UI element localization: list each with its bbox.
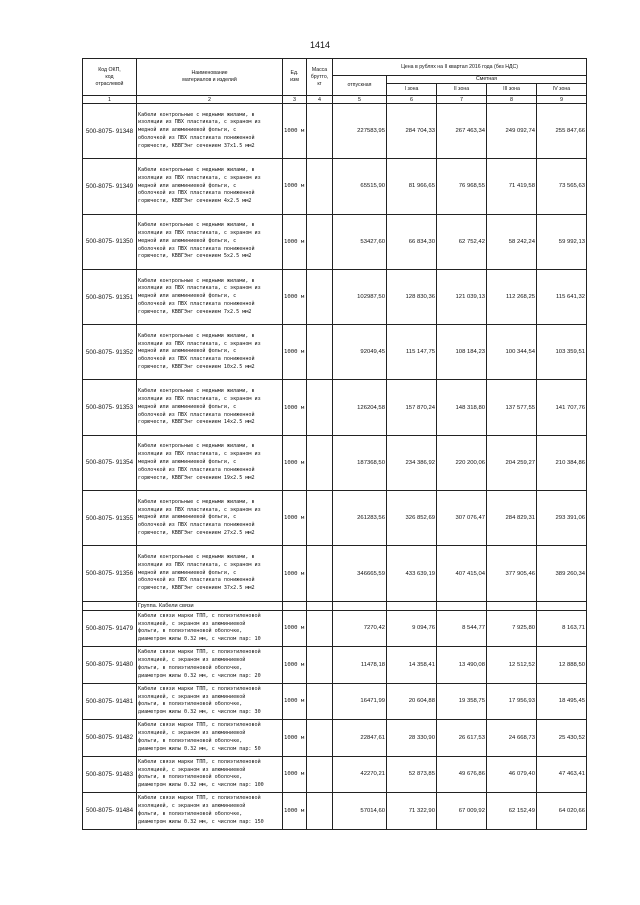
table-row [83,610,587,647]
table-row [83,435,587,490]
zone-1-price: 433 639,19 [387,546,437,601]
table-row [83,647,587,684]
zone-2-price: 220 200,06 [437,435,487,490]
release-price: 187368,50 [333,435,387,490]
item-name: Кабели контрольные с медными жилами, в изоляции из ПВХ пластиката, с экраном из медной или алюминиевой фольги, с оболочкой из ПВХ пластиката пониженной горючести, КВВГЭнг сечением 14х2.5 мм2 [137,380,283,435]
release-price: 126204,58 [333,380,387,435]
release-price: 53427,60 [333,214,387,269]
zone-2-price: 76 968,55 [437,159,487,214]
zone-4-price: 8 163,71 [537,610,587,647]
item-unit: 1000 м [283,720,307,757]
release-price: 65515,90 [333,159,387,214]
table-row [83,269,587,324]
zone-4-price: 25 430,52 [537,720,587,757]
item-mass [307,683,333,720]
zone-4-price: 115 641,32 [537,269,587,324]
release-price: 22847,61 [333,720,387,757]
zone-2-price: 49 676,86 [437,756,487,793]
header-zone-4: IV зона [537,84,587,96]
zone-2-price: 267 463,34 [437,104,487,159]
item-code: 500-8075- 91481 [83,683,137,720]
zone-1-price: 128 830,36 [387,269,437,324]
item-unit: 1000 м [283,647,307,684]
table-row [83,793,587,830]
zone-2-price: 19 358,75 [437,683,487,720]
zone-3-price: 112 268,25 [487,269,537,324]
item-unit: 1000 м [283,104,307,159]
column-index-row [83,96,587,104]
item-code: 500-8075- 91356 [83,546,137,601]
table-row [83,325,587,380]
item-unit: 1000 м [283,546,307,601]
zone-3-price: 7 925,80 [487,610,537,647]
item-unit: 1000 м [283,325,307,380]
column-index: 2 [137,96,283,104]
zone-1-price: 234 386,92 [387,435,437,490]
item-name: Кабели связи марки ТПП, с полиэтиленовой изоляцией, с экраном из алюминиевой фольги, в полиэтиленовой оболочке, диаметром жилы 0.32 мм, с числом пар: 100 [137,756,283,793]
zone-3-price: 284 829,31 [487,491,537,546]
table-row [83,491,587,546]
release-price: 11478,18 [333,647,387,684]
header-name: Наименование материалов и изделий [137,59,283,96]
table-row [83,756,587,793]
item-name: Кабели связи марки ТПП, с полиэтиленовой изоляцией, с экраном из алюминиевой фольги, в полиэтиленовой оболочке, диаметром жилы 0.32 мм, с числом пар: 50 [137,720,283,757]
release-price: 7270,42 [333,610,387,647]
table-row [83,720,587,757]
column-index: 5 [333,96,387,104]
item-unit: 1000 м [283,159,307,214]
item-mass [307,159,333,214]
column-index: 6 [387,96,437,104]
item-mass [307,793,333,830]
item-unit: 1000 м [283,269,307,324]
table-row [83,683,587,720]
column-index: 1 [83,96,137,104]
table-row [83,546,587,601]
release-price: 102987,50 [333,269,387,324]
header-mass: Масса брутто, кг [307,59,333,96]
zone-4-price: 103 359,51 [537,325,587,380]
zone-1-price: 20 604,88 [387,683,437,720]
group-row [83,601,587,610]
item-unit: 1000 м [283,756,307,793]
item-name: Кабели контрольные с медными жилами, в изоляции из ПВХ пластиката, с экраном из медной или алюминиевой фольги, с оболочкой из ПВХ пластиката пониженной горючести, КВВГЭнг сечением 37х2.5 мм2 [137,546,283,601]
page-number: 1414 [309,40,331,50]
price-table [82,58,587,830]
release-price: 16471,99 [333,683,387,720]
item-code: 500-8075- 91352 [83,325,137,380]
column-index: 7 [437,96,487,104]
item-mass [307,380,333,435]
item-name: Кабели контрольные с медными жилами, в изоляции из ПВХ пластиката, с экраном из медной или алюминиевой фольги, с оболочкой из ПВХ пластиката пониженной горючести, КВВГЭнг сечением 7х2.5 мм2 [137,269,283,324]
item-mass [307,269,333,324]
item-code: 500-8075- 91480 [83,647,137,684]
item-mass [307,610,333,647]
zone-4-price: 210 384,86 [537,435,587,490]
item-mass [307,435,333,490]
item-name: Кабели связи марки ТПП, с полиэтиленовой изоляцией, с экраном из алюминиевой фольги, в полиэтиленовой оболочке, диаметром жилы 0.32 мм, с числом пар: 20 [137,647,283,684]
item-name: Кабели контрольные с медными жилами, в изоляции из ПВХ пластиката, с экраном из медной или алюминиевой фольги, с оболочкой из ПВХ пластиката пониженной горючести, КВВГЭнг сечением 37х1.5 мм2 [137,104,283,159]
column-index: 3 [283,96,307,104]
zone-3-price: 46 079,40 [487,756,537,793]
zone-4-price: 47 463,41 [537,756,587,793]
zone-1-price: 326 852,69 [387,491,437,546]
column-index: 9 [537,96,587,104]
item-mass [307,756,333,793]
item-unit: 1000 м [283,610,307,647]
zone-1-price: 14 358,41 [387,647,437,684]
release-price: 346665,59 [333,546,387,601]
item-name: Кабели контрольные с медными жилами, в изоляции из ПВХ пластиката, с экраном из медной или алюминиевой фольги, с оболочкой из ПВХ пластиката пониженной горючести, КВВГЭнг сечением 10х2.5 мм2 [137,325,283,380]
item-mass [307,491,333,546]
header-code: Код ОКП, код отраслевой [83,59,137,96]
item-code: 500-8075- 91353 [83,380,137,435]
release-price: 42270,21 [333,756,387,793]
item-unit: 1000 м [283,793,307,830]
zone-3-price: 58 242,24 [487,214,537,269]
zone-2-price: 67 009,92 [437,793,487,830]
table-row [83,159,587,214]
zone-4-price: 141 707,76 [537,380,587,435]
item-name: Кабели контрольные с медными жилами, в изоляции из ПВХ пластиката, с экраном из медной или алюминиевой фольги, с оболочкой из ПВХ пластиката пониженной горючести, КВВГЭнг сечением 27х2.5 мм2 [137,491,283,546]
header-price-title: Цена в рублях на II квартал 2016 года (без НДС) [333,59,587,76]
zone-2-price: 121 039,13 [437,269,487,324]
item-code: 500-8075- 91482 [83,720,137,757]
item-unit: 1000 м [283,683,307,720]
item-code: 500-8075- 91350 [83,214,137,269]
zone-3-price: 62 152,49 [487,793,537,830]
item-unit: 1000 м [283,214,307,269]
zone-3-price: 204 259,27 [487,435,537,490]
header-zone-1: I зона [387,84,437,96]
zone-1-price: 9 094,76 [387,610,437,647]
zone-3-price: 17 956,93 [487,683,537,720]
item-name: Кабели связи марки ТПП, с полиэтиленовой изоляцией, с экраном из алюминиевой фольги, в полиэтиленовой оболочке, диаметром жилы 0.32 мм, с числом пар: 30 [137,683,283,720]
zone-1-price: 284 704,33 [387,104,437,159]
item-code: 500-8075- 91349 [83,159,137,214]
zone-3-price: 24 668,73 [487,720,537,757]
item-code: 500-8075- 91484 [83,793,137,830]
item-name: Кабели связи марки ТПП, с полиэтиленовой изоляцией, с экраном из алюминиевой фольги, в полиэтиленовой оболочке, диаметром жилы 0.32 мм, с числом пар: 10 [137,610,283,647]
header-zone-2: II зона [437,84,487,96]
zone-1-price: 157 870,24 [387,380,437,435]
item-code: 500-8075- 91354 [83,435,137,490]
item-mass [307,720,333,757]
header-estimate-price: Сметная [387,76,587,84]
zone-4-price: 293 391,06 [537,491,587,546]
item-name: Кабели связи марки ТПП, с полиэтиленовой изоляцией, с экраном из алюминиевой фольги, в полиэтиленовой оболочке, диаметром жилы 0.32 мм, с числом пар: 150 [137,793,283,830]
item-mass [307,104,333,159]
zone-3-price: 12 512,52 [487,647,537,684]
zone-1-price: 115 147,75 [387,325,437,380]
header-zone-3: III зона [487,84,537,96]
zone-3-price: 377 905,46 [487,546,537,601]
zone-1-price: 52 873,85 [387,756,437,793]
zone-2-price: 13 490,08 [437,647,487,684]
table-row [83,380,587,435]
zone-2-price: 62 752,42 [437,214,487,269]
zone-1-price: 71 322,90 [387,793,437,830]
zone-1-price: 66 834,30 [387,214,437,269]
zone-4-price: 59 992,13 [537,214,587,269]
zone-3-price: 71 419,58 [487,159,537,214]
group-label: Группа. Кабели связи [137,601,283,610]
release-price: 57014,60 [333,793,387,830]
release-price: 227583,95 [333,104,387,159]
zone-2-price: 307 076,47 [437,491,487,546]
column-index: 8 [487,96,537,104]
item-mass [307,546,333,601]
header-unit: Ед. изм [283,59,307,96]
header-release-price: отпускная [333,76,387,96]
release-price: 92049,45 [333,325,387,380]
item-code: 500-8075- 91348 [83,104,137,159]
item-code: 500-8075- 91483 [83,756,137,793]
zone-3-price: 100 344,54 [487,325,537,380]
zone-2-price: 26 617,53 [437,720,487,757]
zone-1-price: 28 330,90 [387,720,437,757]
zone-1-price: 81 966,65 [387,159,437,214]
zone-2-price: 148 318,80 [437,380,487,435]
zone-4-price: 64 020,66 [537,793,587,830]
item-mass [307,214,333,269]
item-unit: 1000 м [283,380,307,435]
column-index: 4 [307,96,333,104]
item-mass [307,325,333,380]
zone-4-price: 12 888,50 [537,647,587,684]
zone-4-price: 73 565,63 [537,159,587,214]
item-code: 500-8075- 91479 [83,610,137,647]
table-row [83,104,587,159]
zone-2-price: 407 415,04 [437,546,487,601]
item-mass [307,647,333,684]
zone-3-price: 137 577,55 [487,380,537,435]
item-unit: 1000 м [283,435,307,490]
zone-4-price: 389 260,34 [537,546,587,601]
zone-4-price: 255 847,66 [537,104,587,159]
table-row [83,214,587,269]
item-code: 500-8075- 91351 [83,269,137,324]
item-name: Кабели контрольные с медными жилами, в изоляции из ПВХ пластиката, с экраном из медной или алюминиевой фольги, с оболочкой из ПВХ пластиката пониженной горючести, КВВГЭнг сечением 5х2.5 мм2 [137,214,283,269]
zone-2-price: 108 184,23 [437,325,487,380]
release-price: 261283,56 [333,491,387,546]
item-code: 500-8075- 91355 [83,491,137,546]
zone-3-price: 249 092,74 [487,104,537,159]
item-unit: 1000 м [283,491,307,546]
zone-2-price: 8 544,77 [437,610,487,647]
item-name: Кабели контрольные с медными жилами, в изоляции из ПВХ пластиката, с экраном из медной или алюминиевой фольги, с оболочкой из ПВХ пластиката пониженной горючести, КВВГЭнг сечением 19х2.5 мм2 [137,435,283,490]
item-name: Кабели контрольные с медными жилами, в изоляции из ПВХ пластиката, с экраном из медной или алюминиевой фольги, с оболочкой из ПВХ пластиката пониженной горючести, КВВГЭнг сечением 4х2.5 мм2 [137,159,283,214]
zone-4-price: 18 495,45 [537,683,587,720]
